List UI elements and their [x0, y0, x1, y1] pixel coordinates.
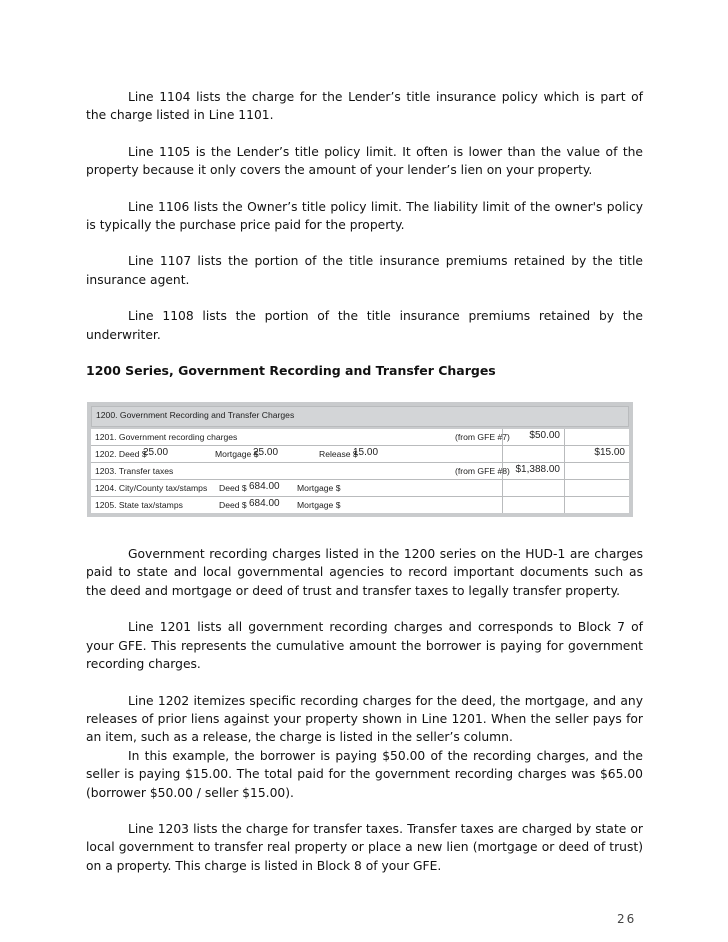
form-row-1204 — [91, 480, 629, 497]
deed-label: Deed $ — [219, 483, 247, 494]
section-heading: 1200 Series, Government Recording and Transfer Charges — [86, 363, 496, 379]
form-row-1202 — [91, 446, 629, 463]
mortgage-label: Mortgage $ — [297, 500, 341, 511]
paragraph-1200-series-overview: Government recording charges listed in the 1200 series on the HUD-1 are charges paid to state and local governmental agencies to record important documents such as the deed and mortgage or deed of trust and transfer taxes to legally transfer property. — [86, 547, 643, 598]
paragraph-line-1203: Line 1203 lists the charge for transfer taxes. Transfer taxes are charged by state or local government to transfer real property or place a new lien (mortgage or deed of trust) on a property. This charge is listed in Block 8 of your GFE. — [86, 821, 643, 873]
page-number: 26 — [617, 912, 637, 926]
borrower-amount: $1,388.00 — [515, 464, 560, 476]
row-label: 1203. Transfer taxes — [95, 466, 174, 477]
paragraph-line-1108: Line 1108 lists the portion of the title insurance premiums retained by the underwriter. — [86, 309, 643, 342]
hud1-form-excerpt — [87, 402, 633, 517]
deed-value: 684.00 — [249, 481, 280, 493]
form-section-title: 1200. Government Recording and Transfer Charges — [91, 406, 629, 427]
row-label: 1204. City/County tax/stamps — [95, 483, 208, 494]
paragraph-line-1202: Line 1202 itemizes specific recording charges for the deed, the mortgage, and any releases of prior liens against your property shown in Line 1201. When the seller pays for an item, such as a release, the charge is listed in the seller’s column. — [86, 693, 643, 745]
paragraph-line-1107: Line 1107 lists the portion of the title insurance premiums retained by the title insurance agent. — [86, 254, 643, 287]
paragraph-line-1201: Line 1201 lists all government recording charges and corresponds to Block 7 of your GFE. This represents the cumulative amount the borrower is paying for government recording charges. — [86, 620, 643, 672]
row-label: 1202. Deed $ — [95, 449, 147, 460]
mortgage-label: Mortgage $ — [215, 449, 259, 460]
gfe-reference: (from GFE #8) — [455, 466, 510, 477]
borrower-amount: $50.00 — [529, 430, 560, 442]
paragraph-line-1104: Line 1104 lists the charge for the Lender’s title insurance policy which is part of the charge listed in Line 1101. — [86, 90, 643, 123]
deed-value: 25.00 — [143, 447, 169, 459]
row-label: 1205. State tax/stamps — [95, 500, 183, 511]
form-row-1205 — [91, 497, 629, 513]
paragraph-example: In this example, the borrower is paying $50.00 of the recording charges, and the seller is paying $15.00. The total paid for the government recording charges was $65.00 (borrower $50.00 / seller $15.00). — [86, 748, 643, 800]
deed-label: Deed $ — [219, 500, 247, 511]
paragraph-line-1106: Line 1106 lists the Owner’s title policy limit. The liability limit of the owner's policy is typically the purchase price paid for the property. — [86, 199, 643, 233]
seller-amount: $15.00 — [594, 447, 625, 459]
form-row-1203 — [91, 463, 629, 480]
mortgage-value: 25.00 — [253, 447, 279, 459]
form-row-1201 — [91, 429, 629, 446]
deed-value: 684.00 — [249, 498, 280, 510]
release-label: Release $ — [319, 449, 358, 460]
mortgage-label: Mortgage $ — [297, 483, 341, 494]
document-page — [86, 88, 643, 893]
gfe-reference: (from GFE #7) — [455, 432, 510, 443]
row-label: 1201. Government recording charges — [95, 432, 238, 443]
paragraph-line-1105: Line 1105 is the Lender’s title policy limit. It often is lower than the value of the property because it only covers the amount of your lender’s lien on your property. — [86, 144, 643, 178]
release-value: 15.00 — [353, 447, 379, 459]
